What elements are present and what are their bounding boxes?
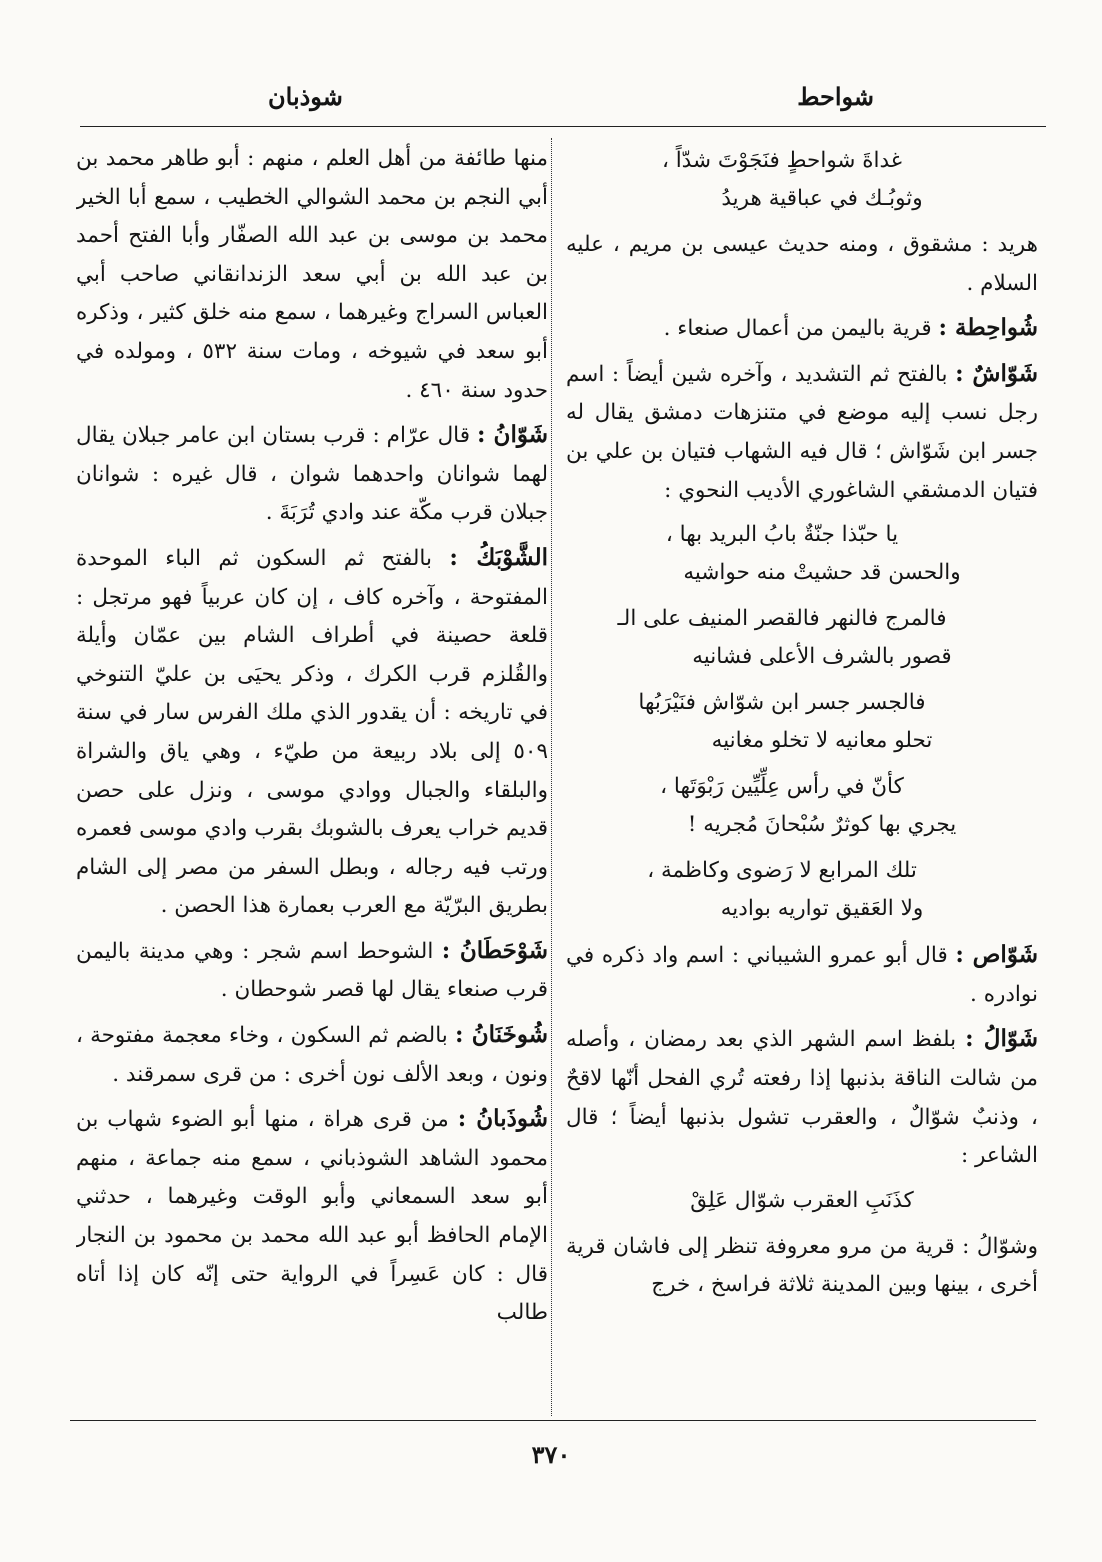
verse-line: غداةَ شواحطٍ فنَجَوْتَ شدّاً ، xyxy=(661,148,903,173)
entry-shudhaban xyxy=(76,1100,548,1333)
entry-headword: شَوّالُ : xyxy=(965,1025,1038,1053)
entry-shawbak xyxy=(76,539,548,926)
verse xyxy=(566,516,1038,592)
entry-text: قرية باليمن من أعمال صنعاء . xyxy=(663,316,932,342)
verse-line: والحسن قد حشيتْ منه حواشيه xyxy=(683,560,961,586)
column-divider xyxy=(551,138,552,1416)
verse-line: قصور بالشرف الأعلى فشانيه xyxy=(692,644,952,670)
running-header-right: شواحط xyxy=(797,82,874,111)
entry-shawwan xyxy=(76,416,548,533)
left-column xyxy=(76,140,548,1416)
paragraph: وشوّالُ : قرية من مرو معروفة تنظر إلى فاشان قرية أخرى ، بينها وبين المدينة ثلاثة فراسخ ، خرج xyxy=(566,1233,1038,1298)
entry-headword: شَوّاشٌ : xyxy=(955,359,1038,387)
entry-headword: الشَّوْبَكُ : xyxy=(449,543,548,571)
entry-text: بالضم ثم السكون ، وخاء معجمة مفتوحة ، ونون ، وبعد الألف نون أخرى : من قرى سمرقند . xyxy=(76,1023,548,1087)
verse-line: يجري بها كوثرٌ سُبْحانَ مُجريه ! xyxy=(687,812,957,838)
entry-headword: شُوذَبانُ : xyxy=(457,1105,548,1133)
entry-shawwal xyxy=(566,1020,1038,1175)
verse xyxy=(566,600,1038,676)
entry-headword: شُوخَنَانُ : xyxy=(454,1021,548,1049)
entry-text: قال عرّام : قرب بستان ابن عامر جبلان يقال لهما شوانان واحدهما شوان ، قال غيره : شوانان جبلان قرب مكّة عند وادي تُرَبَةَ . xyxy=(76,423,548,526)
verse xyxy=(566,768,1038,844)
entry-shukhanan xyxy=(76,1016,548,1094)
paragraph: هريد : مشقوق ، ومنه حديث عيسى بن مريم ، عليه السلام . xyxy=(566,232,1038,296)
entry-text: بلفظ اسم الشهر الذي بعد رمضان ، وأصله من شالت الناقة بذنبها إذا رفعته تُري الفحل أنّها لاقحٌ ، وذنبٌ شوّالٌ ، والعقرب تشول بذنبها أيضاً ؛ قال الشاعر : xyxy=(566,1027,1038,1169)
entry-shawhatan xyxy=(76,932,548,1010)
entry-text: بالفتح ثم التشديد ، وآخره شين أيضاً : اسم رجل نسب إليه موضع في متنزهات دمشق يقال له جسر ابن شَوّاش ؛ قال فيه الشهاب فتيان بن علي بن فتيان الدمشقي الشاغوري الأديب النحوي : xyxy=(566,361,1038,503)
verse-line: تحلو معانيه لا تخلو مغانيه xyxy=(711,728,933,754)
verse-line: فالجسر جسر ابن شوّاش فنَيْرَبُها xyxy=(638,690,926,716)
verse xyxy=(566,142,1038,218)
paragraph: منها طائفة من أهل العلم ، منهم : أبو طاهر محمد بن أبي النجم بن محمد الشوالي الخطيب ، سمع أبا الخير محمد بن موسى بن عبد الله الصفّار وأبا الفتح أحمد بن عبد الله بن أبي سعد الزندانقاني صاحب أبي العباس السراج وغيرهما ، سمع منه خلق كثير ، وذكره أبو سعد في شيوخه ، ومات سنة ٥٣٢ ، ومولده في حدود سنة ٤٦٠ . xyxy=(76,146,548,403)
running-header-left: شوذبان xyxy=(268,82,343,111)
verse-line: تلك المرابع لا رَضوى وكاظمة ، xyxy=(647,858,917,884)
entry-shuwahita xyxy=(566,309,1038,349)
entry-text: بالفتح ثم السكون ثم الباء الموحدة المفتوحة ، وآخره كاف ، إن كان عربياً فهو مرتجل : قلعة حصينة في أطراف الشام بين عمّان وأيلة والقُلزم قرب الكرك ، وذكر يحيَى بن عليّ التنوخي في تاريخه : أن يقدور الذي ملك الفرس سار في سنة ٥٠٩ إلى بلاد ربيعة من طيّء ، وهي ياق والشراة والبلقاء والجبال ووادي موسى ، ونزل على حصن قديم خراب يعرف بالشوبك بقرب وادي موسى فعمره ورتب فيه رجاله ، وبطل السفر من مصر إلى الشام بطريق البرّيّة مع العرب بعمارة هذا الحصن . xyxy=(76,545,548,919)
footer-rule xyxy=(70,1420,1036,1421)
entry-headword: شَوّاص : xyxy=(955,941,1038,969)
header-rule xyxy=(80,126,1046,127)
verse-line: ولا العَقيق تواريه بواديه xyxy=(720,896,924,922)
entry-text: من قرى هراة ، منها أبو الضوء شهاب بن محمود الشاهد الشوذباني ، سمع منه جماعة ، منهم أبو سعد السمعاني وأبو الوقت وغيرهما ، حدثني الإمام الحافظ أبو عبد الله محمد بن محمود بن النجار قال : كان عَسِراً في الرواية حتى إنّه كان إذا أتاه طالب xyxy=(76,1107,548,1326)
right-column xyxy=(566,140,1038,1416)
verse xyxy=(566,684,1038,760)
page-number: ٣٧٠ xyxy=(531,1440,571,1469)
entry-shawwash xyxy=(566,355,1038,510)
verse-line: كذَنَبِ العقرب شوّال عَلِقْ xyxy=(690,1187,914,1213)
verse xyxy=(566,1182,1038,1220)
verse-line: فالمرج فالنهر فالقصر المنيف على الـ xyxy=(617,606,947,632)
verse xyxy=(566,852,1038,928)
entry-text: قال أبو عمرو الشيباني : اسم واد ذكره في نوادره . xyxy=(566,943,1038,1007)
entry-shawwas xyxy=(566,936,1038,1014)
entry-headword: شَوْحَطَانُ : xyxy=(441,936,548,964)
verse-line: يا حبّذا جنّةٌ بابُ البريد بها ، xyxy=(665,522,899,548)
verse-line: وثوبُـك في عباقية هريدُ xyxy=(721,186,923,211)
entry-headword: شُواحِطة : xyxy=(938,314,1038,342)
verse-line: كأنّ في رأس عِلِّيِّين رَبْوَتَها ، xyxy=(660,774,904,800)
entry-text: الشوحط اسم شجر : وهي مدينة باليمن قرب صنعاء يقال لها قصر شوحطان . xyxy=(76,938,548,1003)
entry-headword: شَوّانُ : xyxy=(476,421,548,449)
